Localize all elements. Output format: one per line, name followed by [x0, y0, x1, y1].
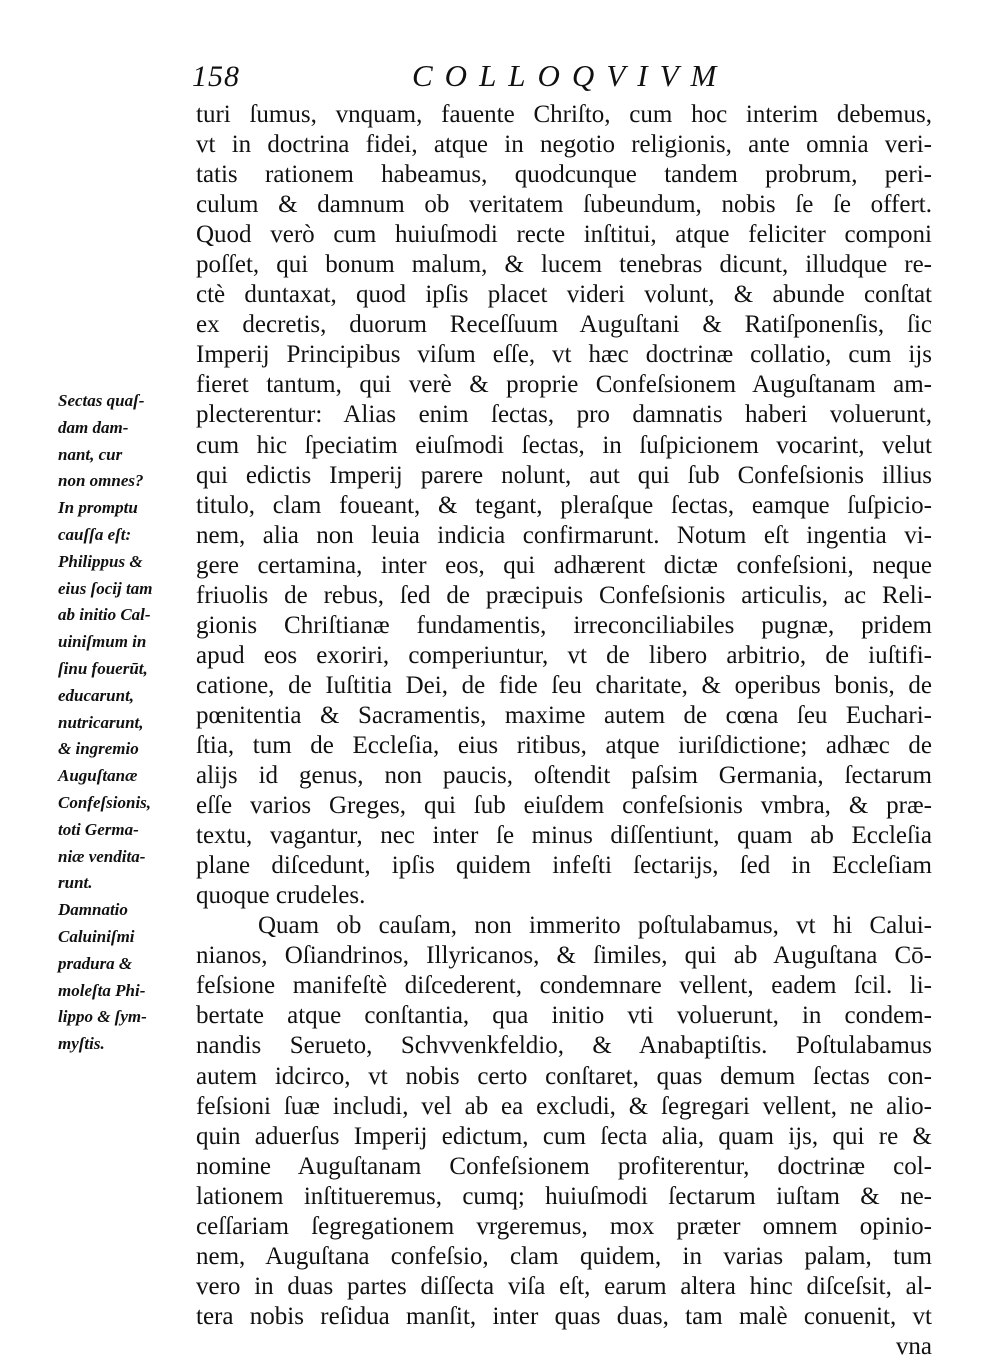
- text-line: vero in duas partes diſſecta viſa eſt, earum altera hinc diſceſsit, al-: [196, 1272, 932, 1300]
- text-line: pœnitentia & Sacramentis, maxime autem de cœna ſeu Euchari-: [196, 701, 932, 729]
- margin-note-line: eius ſocij tam: [58, 578, 153, 598]
- text-line: vt in doctrina fidei, atque in negotio religionis, ante omnia veri-: [196, 131, 932, 159]
- text-line: bertate atque conſtantia, qua initio vti voluerunt, in condem-: [196, 1002, 932, 1030]
- margin-note-line: non omnes?: [58, 471, 144, 491]
- text-line: nomine Auguſtanam Confeſsionem profiterentur, doctrinæ col-: [196, 1152, 932, 1180]
- catchword: vna: [895, 1332, 932, 1360]
- text-line: nianos, Oſiandrinos, Illyricanos, & ſimiles, qui ab Auguſtana Cō-: [196, 942, 932, 970]
- margin-note-line: Auguſtanæ: [58, 766, 138, 786]
- margin-note-line: lippo & ſym-: [58, 1007, 147, 1027]
- text-line: qui edictis Imperij parere nolunt, aut qui ſub Confeſsionis illius: [196, 461, 932, 489]
- text-line: quoque crudeles.: [196, 882, 366, 910]
- text-line: ſtia, tum de Eccleſia, eius ritibus, atque iuriſdictione; adhæc de: [196, 731, 932, 759]
- text-line: cum hic ſpeciatim eiuſmodi ſectas, in ſuſpicionem vocarint, velut: [196, 431, 932, 459]
- main-text-block: [196, 100, 932, 1362]
- text-line: apud eos exoriri, comperiuntur, vt de libero arbitrio, de iuſtifi-: [196, 641, 932, 669]
- margin-note-line: ſinu fouerūt,: [58, 658, 148, 678]
- text-line: ctè duntaxat, quod ipſis placet videri volunt, & abunde conſtat: [196, 281, 932, 309]
- text-line: tatis rationem habeamus, quodcunque tandem probrum, peri-: [196, 161, 932, 189]
- text-line: ceſſariam ſegregationem vrgeremus, mox præter omnem opinio-: [196, 1212, 932, 1240]
- text-line: feſsione manifeſtè diſcederent, condemnare vellent, eadem ſcil. li-: [196, 972, 932, 1000]
- margin-note-line: Damnatio: [58, 900, 128, 920]
- text-line: nem, Auguſtana confeſsio, clam quidem, in varias palam, tum: [196, 1242, 932, 1270]
- text-line: Quod verò cum huiuſmodi recte inſtitui, atque feliciter componi: [196, 221, 932, 249]
- margin-note-line: educarunt,: [58, 685, 135, 705]
- text-line: ex decretis, duorum Receſſuum Auguſtani & Ratiſponenſis, ſic: [196, 311, 932, 339]
- margin-note-line: Sectas quaſ-: [58, 391, 145, 410]
- text-line: lationem inſtitueremus, cumq; huiuſmodi ſectarum iuſtam & ne-: [196, 1182, 932, 1210]
- text-line: tera nobis reſidua manſit, inter quas duas, tam malè conuenit, vt: [196, 1302, 932, 1330]
- text-line: gionis Chriſtianæ fundamentis, irreconciliabiles pugnæ, pridem: [196, 611, 932, 639]
- marginal-note: [58, 388, 198, 1058]
- text-line: quin aduerſus Imperij edictum, cum ſecta alia, quam ijs, qui re &: [196, 1122, 932, 1150]
- text-line: plane diſcedunt, ipſis quidem infeſti ſectarijs, ſed in Eccleſiam: [196, 852, 932, 880]
- running-title: COLLOQVIVM: [412, 58, 729, 93]
- text-line: gere certamina, inter eos, qui adhærent dictæ confeſsioni, neque: [196, 551, 932, 579]
- text-line: friuolis de rebus, ſed de præcipuis Confeſsionis articulis, ac Reli-: [196, 581, 932, 609]
- text-line: Quam ob cauſam, non immerito poſtulabamus, vt hi Calui-: [258, 912, 932, 940]
- text-line: feſsioni ſuæ includi, vel ab ea excludi, & ſegregari vellent, ne alio-: [196, 1092, 932, 1120]
- margin-note-line: nutricarunt,: [58, 712, 144, 732]
- margin-note-line: Philippus &: [58, 551, 143, 571]
- margin-note-line: ab initio Cal-: [58, 605, 151, 625]
- text-line: textu, vagantur, nec inter ſe minus diſſentiunt, quam ab Eccleſia: [196, 822, 932, 850]
- margin-note-line: In promptu: [58, 498, 138, 518]
- text-line: autem idcirco, vt nobis certo conſtaret, quas demum ſectas con-: [196, 1062, 932, 1090]
- page-number: 158: [192, 60, 240, 93]
- text-line: nandis Serueto, Schvvenkfeldio, & Anabaptiſtis. Poſtulabamus: [196, 1032, 932, 1060]
- text-line: eſſe varios Greges, qui ſub eiuſdem confeſsionis vmbra, & præ-: [196, 792, 932, 820]
- text-line: fieret tantum, qui verè & proprie Confeſsionem Auguſtanam am-: [196, 371, 932, 399]
- text-line: turi ſumus, vnquam, fauente Chriſto, cum hoc interim debemus,: [196, 101, 932, 128]
- text-line: Imperij Principibus viſum eſſe, vt hæc doctrinæ collatio, cum ijs: [196, 341, 932, 369]
- text-line: nem, alia non leuia indicia confirmarunt. Notum eſt ingentia vi-: [196, 521, 932, 549]
- margin-note-line: moleſta Phi-: [58, 980, 146, 1000]
- margin-note-line: nant, cur: [58, 444, 123, 464]
- page-header: [0, 56, 1000, 100]
- text-line: poſſet, qui bonum malum, & lucem tenebras dicunt, illudque re-: [196, 251, 932, 279]
- margin-note-line: & ingremio: [58, 739, 139, 759]
- margin-note-line: cauſſa eſt:: [58, 524, 132, 544]
- text-line: plecterentur: Alias enim ſectas, pro damnatis haberi voluerunt,: [196, 401, 932, 429]
- text-line: culum & damnum ob veritatem ſubeundum, nobis ſe ſe offert.: [196, 191, 932, 219]
- text-line: catione, de Iuſtitia Dei, de fide ſeu charitate, & operibus bonis, de: [196, 671, 932, 699]
- margin-note-line: Confeſsionis,: [58, 792, 152, 812]
- text-line: titulo, clam foueant, & tegant, pleraſque ſectas, eamque ſuſpicio-: [196, 491, 932, 519]
- margin-note-line: myſtis.: [58, 1034, 105, 1054]
- margin-note-line: Caluiniſmi: [58, 926, 135, 946]
- margin-note-line: toti Germa-: [58, 819, 139, 839]
- margin-note-line: runt.: [58, 873, 93, 893]
- margin-note-line: niæ vendita-: [58, 846, 146, 866]
- text-line: alijs id genus, non paucis, oſtendit paſsim Germania, ſectarum: [196, 762, 932, 790]
- margin-note-line: uiniſmum in: [58, 632, 147, 652]
- margin-note-line: pradura &: [58, 953, 133, 973]
- margin-note-line: dam dam-: [58, 417, 129, 437]
